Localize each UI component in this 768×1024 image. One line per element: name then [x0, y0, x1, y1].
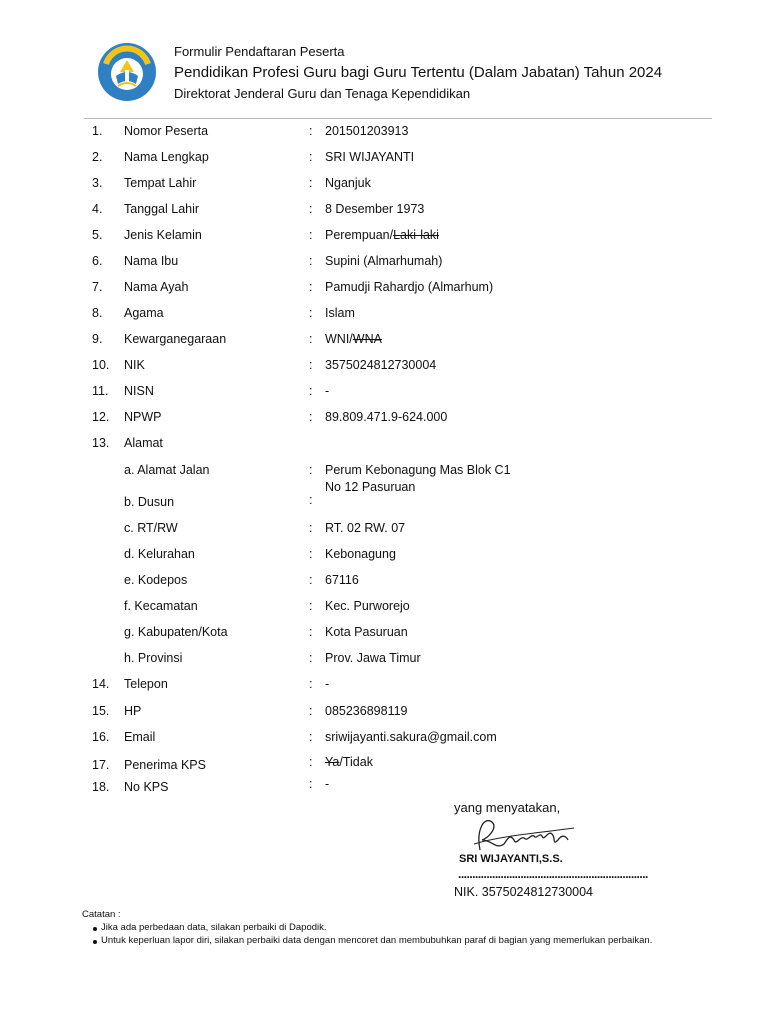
address-value: Prov. Jawa Timur — [325, 651, 421, 665]
field-label: Nomor Peserta — [124, 124, 209, 138]
field-number: 1. — [92, 124, 103, 138]
field-row-hp — [0, 702, 768, 720]
struck-option: Ya — [325, 755, 340, 769]
address-row-rt-rw — [0, 519, 768, 537]
field-label: Nama Lengkap — [124, 150, 209, 164]
field-row-nisn — [0, 382, 768, 400]
field-value: /Tidak — [339, 755, 373, 769]
field-row-email — [0, 728, 768, 746]
field-label: Jenis Kelamin — [124, 228, 202, 242]
field-label: Tempat Lahir — [124, 176, 197, 190]
address-value: Kebonagung — [325, 547, 396, 561]
field-number: 17. — [92, 758, 110, 772]
field-label: Email — [124, 730, 156, 744]
field-value: 89.809.471.9-624.000 — [325, 410, 448, 424]
address-label: f. Kecamatan — [124, 599, 198, 613]
tut-wuri-handayani-logo — [96, 42, 158, 102]
address-label: d. Kelurahan — [124, 547, 195, 561]
field-row-npwp — [0, 408, 768, 426]
field-row-agama — [0, 304, 768, 322]
field-number: 12. — [92, 410, 110, 424]
address-label: e. Kodepos — [124, 573, 188, 587]
address-value: Perum Kebonagung Mas Blok C1 — [325, 463, 511, 477]
field-number: 8. — [92, 306, 103, 320]
field-row-penerima-kps — [0, 756, 768, 774]
signatory-name: SRI WIJAYANTI,S.S. — [459, 853, 563, 865]
field-number: 11. — [92, 384, 109, 398]
field-value-group — [325, 753, 373, 771]
field-label: Alamat — [124, 436, 163, 450]
field-value: Supini (Almarhumah) — [325, 254, 443, 268]
field-row-alamat — [0, 434, 768, 452]
field-label: Penerima KPS — [124, 758, 206, 772]
field-number: 5. — [92, 228, 103, 242]
field-colon: : — [309, 228, 313, 242]
field-colon: : — [309, 651, 313, 665]
field-row-nama-ayah — [0, 278, 768, 296]
signatory-nik: NIK. 3575024812730004 — [454, 885, 594, 899]
address-value: RT. 02 RW. 07 — [325, 521, 406, 535]
address-label: c. RT/RW — [124, 521, 178, 535]
field-number: 2. — [92, 150, 103, 164]
field-label: Tanggal Lahir — [124, 202, 200, 216]
field-label: No KPS — [124, 780, 169, 794]
field-label: Kewarganegaraan — [124, 332, 227, 346]
field-row-tempat-lahir — [0, 174, 768, 192]
note-item: Jika ada perbedaan data, silakan perbaiki di Dapodik. — [101, 922, 327, 933]
field-label: Telepon — [124, 677, 168, 691]
header-divider — [84, 118, 712, 119]
field-row-jenis-kelamin — [0, 226, 768, 244]
field-colon: : — [309, 410, 313, 424]
field-label: NISN — [124, 384, 154, 398]
field-value: Perempuan/ — [325, 228, 394, 242]
program-title: Pendidikan Profesi Guru bagi Guru Tertentu (Dalam Jabatan) Tahun 2024 — [174, 64, 663, 81]
form-title: Formulir Pendaftaran Peserta — [174, 44, 345, 59]
field-colon: : — [309, 150, 313, 164]
field-value: Pamudji Rahardjo (Almarhum) — [325, 280, 494, 294]
address-row-provinsi — [0, 649, 768, 667]
field-label: NPWP — [124, 410, 162, 424]
field-number: 14. — [92, 677, 110, 691]
field-number: 13. — [92, 436, 110, 450]
signature-dotted-line: ................................................................... — [458, 867, 648, 881]
field-number: 4. — [92, 202, 103, 216]
field-colon: : — [309, 202, 313, 216]
field-label: NIK — [124, 358, 145, 372]
field-colon: : — [309, 573, 313, 587]
address-value: 67116 — [325, 573, 359, 587]
field-colon: : — [309, 124, 313, 138]
field-label: Nama Ayah — [124, 280, 189, 294]
field-number: 9. — [92, 332, 103, 346]
field-colon: : — [309, 306, 313, 320]
field-value-group — [325, 330, 382, 348]
struck-option: WNA — [352, 332, 382, 346]
address-row-kodepos — [0, 571, 768, 589]
field-value: 085236898119 — [325, 704, 408, 718]
field-value: 201501203913 — [325, 124, 409, 138]
field-label: HP — [124, 704, 142, 718]
field-label: Nama Ibu — [124, 254, 179, 268]
address-value: Kec. Purworejo — [325, 599, 410, 613]
address-label: b. Dusun — [124, 495, 175, 509]
statement-text: yang menyatakan, — [454, 800, 561, 815]
bullet-icon — [93, 927, 97, 931]
field-colon: : — [309, 358, 313, 372]
field-colon: : — [309, 280, 313, 294]
field-row-nama-ibu — [0, 252, 768, 270]
field-colon: : — [309, 599, 313, 613]
field-colon: : — [309, 730, 313, 744]
address-row-kabupaten-kota — [0, 623, 768, 641]
address-label: a. Alamat Jalan — [124, 463, 210, 477]
field-label: Agama — [124, 306, 164, 320]
note-item: Untuk keperluan lapor diri, silakan perbaiki data dengan mencoret dan membubuhkan paraf di bagian yang memerlukan perbaikan. — [101, 935, 653, 946]
field-value: Islam — [325, 306, 355, 320]
field-row-tanggal-lahir — [0, 200, 768, 218]
field-value: sriwijayanti.sakura@gmail.com — [325, 730, 497, 744]
field-value: - — [325, 677, 330, 691]
address-label: h. Provinsi — [124, 651, 183, 665]
field-row-kewarganegaraan — [0, 330, 768, 348]
field-colon: : — [309, 677, 313, 691]
field-value-group — [325, 226, 439, 244]
field-row-nomor-peserta — [0, 122, 768, 140]
field-number: 18. — [92, 780, 110, 794]
field-row-telepon — [0, 675, 768, 693]
field-number: 15. — [92, 704, 110, 718]
address-row-kecamatan — [0, 597, 768, 615]
field-number: 6. — [92, 254, 103, 268]
field-colon: : — [309, 755, 313, 769]
field-colon: : — [309, 493, 313, 507]
address-row-kelurahan — [0, 545, 768, 563]
field-colon: : — [309, 547, 313, 561]
field-colon: : — [309, 463, 313, 477]
address-row-dusun — [0, 493, 768, 511]
field-colon: : — [309, 704, 313, 718]
field-colon: : — [309, 625, 313, 639]
field-colon: : — [309, 332, 313, 346]
field-row-no-kps — [0, 778, 768, 796]
field-number: 10. — [92, 358, 110, 372]
field-value: - — [325, 777, 330, 791]
field-value: 3575024812730004 — [325, 358, 437, 372]
field-colon: : — [309, 521, 313, 535]
address-value: Kota Pasuruan — [325, 625, 408, 639]
notes-title: Catatan : — [82, 909, 121, 920]
address-label: g. Kabupaten/Kota — [124, 625, 228, 639]
field-row-nama-lengkap — [0, 148, 768, 166]
field-row-nik — [0, 356, 768, 374]
address-row-alamat-jalan — [0, 461, 768, 479]
bullet-icon — [93, 940, 97, 944]
directorate-title: Direktorat Jenderal Guru dan Tenaga Kependidikan — [174, 86, 471, 101]
field-number: 7. — [92, 280, 103, 294]
field-value: SRI WIJAYANTI — [325, 150, 415, 164]
field-colon: : — [309, 384, 313, 398]
field-colon: : — [309, 254, 313, 268]
field-value: WNI/ — [325, 332, 353, 346]
field-number: 3. — [92, 176, 103, 190]
field-number: 16. — [92, 730, 110, 744]
struck-option: Laki-laki — [393, 228, 439, 242]
field-colon: : — [309, 176, 313, 190]
field-colon: : — [309, 777, 313, 791]
field-value: - — [325, 384, 330, 398]
field-value: Nganjuk — [325, 176, 371, 190]
address-value-line2: No 12 Pasuruan — [325, 480, 416, 494]
field-value: 8 Desember 1973 — [325, 202, 425, 216]
